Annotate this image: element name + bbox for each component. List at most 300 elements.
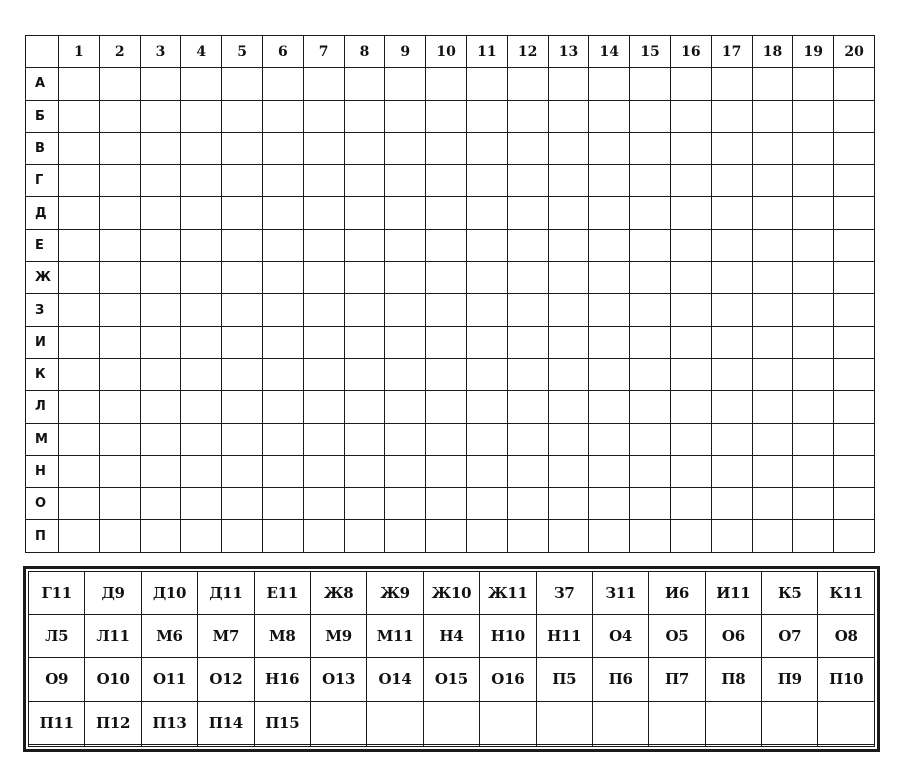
grid-cell[interactable] <box>752 197 793 229</box>
grid-cell[interactable] <box>630 455 671 487</box>
grid-cell[interactable] <box>222 197 263 229</box>
grid-cell[interactable] <box>140 132 181 164</box>
grid-cell[interactable] <box>303 294 344 326</box>
grid-cell[interactable] <box>507 520 548 552</box>
grid-cell[interactable] <box>793 488 834 520</box>
grid-cell[interactable] <box>344 68 385 100</box>
grid-cell[interactable] <box>670 423 711 455</box>
grid-cell[interactable] <box>466 488 507 520</box>
grid-cell[interactable] <box>589 520 630 552</box>
grid-cell[interactable] <box>548 197 589 229</box>
grid-cell[interactable] <box>548 68 589 100</box>
grid-cell[interactable] <box>140 423 181 455</box>
grid-cell[interactable] <box>670 391 711 423</box>
grid-cell[interactable] <box>670 326 711 358</box>
grid-cell[interactable] <box>385 455 426 487</box>
grid-cell[interactable] <box>630 294 671 326</box>
grid-cell[interactable] <box>630 68 671 100</box>
grid-cell[interactable] <box>385 520 426 552</box>
grid-cell[interactable] <box>426 423 467 455</box>
grid-cell[interactable] <box>711 197 752 229</box>
grid-cell[interactable] <box>385 100 426 132</box>
grid-cell[interactable] <box>181 488 222 520</box>
grid-cell[interactable] <box>589 68 630 100</box>
grid-cell[interactable] <box>711 262 752 294</box>
grid-cell[interactable] <box>548 100 589 132</box>
grid-cell[interactable] <box>59 68 100 100</box>
grid-cell[interactable] <box>834 262 875 294</box>
grid-cell[interactable] <box>793 520 834 552</box>
grid-cell[interactable] <box>262 488 303 520</box>
grid-cell[interactable] <box>222 68 263 100</box>
grid-cell[interactable] <box>466 262 507 294</box>
grid-cell[interactable] <box>589 132 630 164</box>
grid-cell[interactable] <box>59 100 100 132</box>
grid-cell[interactable] <box>303 68 344 100</box>
grid-cell[interactable] <box>59 229 100 261</box>
grid-cell[interactable] <box>711 68 752 100</box>
grid-cell[interactable] <box>385 358 426 390</box>
grid-cell[interactable] <box>426 100 467 132</box>
grid-cell[interactable] <box>548 165 589 197</box>
grid-cell[interactable] <box>344 229 385 261</box>
grid-cell[interactable] <box>752 262 793 294</box>
grid-cell[interactable] <box>385 294 426 326</box>
grid-cell[interactable] <box>507 294 548 326</box>
grid-cell[interactable] <box>589 391 630 423</box>
grid-cell[interactable] <box>834 455 875 487</box>
grid-cell[interactable] <box>181 294 222 326</box>
grid-cell[interactable] <box>670 520 711 552</box>
grid-cell[interactable] <box>548 262 589 294</box>
grid-cell[interactable] <box>303 132 344 164</box>
grid-cell[interactable] <box>344 132 385 164</box>
grid-cell[interactable] <box>466 520 507 552</box>
grid-cell[interactable] <box>589 262 630 294</box>
grid-cell[interactable] <box>181 262 222 294</box>
grid-cell[interactable] <box>793 358 834 390</box>
grid-cell[interactable] <box>181 423 222 455</box>
grid-cell[interactable] <box>752 326 793 358</box>
grid-cell[interactable] <box>59 326 100 358</box>
grid-cell[interactable] <box>222 520 263 552</box>
grid-cell[interactable] <box>426 520 467 552</box>
grid-cell[interactable] <box>344 100 385 132</box>
grid-cell[interactable] <box>59 520 100 552</box>
grid-cell[interactable] <box>466 391 507 423</box>
grid-cell[interactable] <box>262 229 303 261</box>
grid-cell[interactable] <box>548 455 589 487</box>
grid-cell[interactable] <box>630 229 671 261</box>
grid-cell[interactable] <box>834 100 875 132</box>
grid-cell[interactable] <box>181 165 222 197</box>
grid-cell[interactable] <box>834 132 875 164</box>
grid-cell[interactable] <box>426 391 467 423</box>
grid-cell[interactable] <box>385 391 426 423</box>
grid-cell[interactable] <box>507 423 548 455</box>
grid-cell[interactable] <box>630 100 671 132</box>
grid-cell[interactable] <box>630 262 671 294</box>
grid-cell[interactable] <box>589 326 630 358</box>
grid-cell[interactable] <box>589 488 630 520</box>
grid-cell[interactable] <box>344 520 385 552</box>
grid-cell[interactable] <box>630 358 671 390</box>
grid-cell[interactable] <box>466 423 507 455</box>
grid-cell[interactable] <box>59 197 100 229</box>
grid-cell[interactable] <box>140 165 181 197</box>
grid-cell[interactable] <box>303 229 344 261</box>
grid-cell[interactable] <box>262 68 303 100</box>
grid-cell[interactable] <box>303 455 344 487</box>
grid-cell[interactable] <box>262 391 303 423</box>
grid-cell[interactable] <box>344 262 385 294</box>
grid-cell[interactable] <box>834 165 875 197</box>
grid-cell[interactable] <box>589 358 630 390</box>
grid-cell[interactable] <box>59 423 100 455</box>
grid-cell[interactable] <box>589 165 630 197</box>
grid-cell[interactable] <box>344 455 385 487</box>
grid-cell[interactable] <box>303 488 344 520</box>
grid-cell[interactable] <box>711 488 752 520</box>
grid-cell[interactable] <box>262 197 303 229</box>
grid-cell[interactable] <box>222 488 263 520</box>
grid-cell[interactable] <box>752 294 793 326</box>
grid-cell[interactable] <box>222 294 263 326</box>
grid-cell[interactable] <box>548 294 589 326</box>
grid-cell[interactable] <box>793 423 834 455</box>
grid-cell[interactable] <box>59 358 100 390</box>
grid-cell[interactable] <box>303 358 344 390</box>
grid-cell[interactable] <box>99 358 140 390</box>
grid-cell[interactable] <box>59 455 100 487</box>
grid-cell[interactable] <box>181 197 222 229</box>
grid-cell[interactable] <box>59 488 100 520</box>
grid-cell[interactable] <box>59 294 100 326</box>
grid-cell[interactable] <box>793 455 834 487</box>
grid-cell[interactable] <box>181 229 222 261</box>
grid-cell[interactable] <box>630 520 671 552</box>
grid-cell[interactable] <box>507 165 548 197</box>
grid-cell[interactable] <box>589 229 630 261</box>
grid-cell[interactable] <box>589 100 630 132</box>
grid-cell[interactable] <box>344 358 385 390</box>
grid-cell[interactable] <box>222 455 263 487</box>
grid-cell[interactable] <box>303 326 344 358</box>
grid-cell[interactable] <box>99 100 140 132</box>
grid-cell[interactable] <box>507 197 548 229</box>
grid-cell[interactable] <box>140 68 181 100</box>
grid-cell[interactable] <box>548 520 589 552</box>
grid-cell[interactable] <box>222 132 263 164</box>
grid-cell[interactable] <box>222 423 263 455</box>
grid-cell[interactable] <box>752 165 793 197</box>
grid-cell[interactable] <box>262 358 303 390</box>
grid-cell[interactable] <box>426 294 467 326</box>
grid-cell[interactable] <box>711 423 752 455</box>
grid-cell[interactable] <box>793 391 834 423</box>
grid-cell[interactable] <box>99 68 140 100</box>
grid-cell[interactable] <box>99 294 140 326</box>
grid-cell[interactable] <box>426 165 467 197</box>
grid-cell[interactable] <box>466 197 507 229</box>
grid-cell[interactable] <box>262 294 303 326</box>
grid-cell[interactable] <box>670 455 711 487</box>
grid-cell[interactable] <box>793 294 834 326</box>
grid-cell[interactable] <box>466 68 507 100</box>
grid-cell[interactable] <box>711 455 752 487</box>
grid-cell[interactable] <box>548 391 589 423</box>
grid-cell[interactable] <box>793 229 834 261</box>
grid-cell[interactable] <box>507 455 548 487</box>
grid-cell[interactable] <box>711 294 752 326</box>
grid-cell[interactable] <box>222 391 263 423</box>
grid-cell[interactable] <box>181 520 222 552</box>
grid-cell[interactable] <box>181 391 222 423</box>
grid-cell[interactable] <box>385 165 426 197</box>
grid-cell[interactable] <box>670 488 711 520</box>
grid-cell[interactable] <box>140 358 181 390</box>
grid-cell[interactable] <box>630 488 671 520</box>
grid-cell[interactable] <box>303 100 344 132</box>
grid-cell[interactable] <box>181 455 222 487</box>
grid-cell[interactable] <box>507 68 548 100</box>
grid-cell[interactable] <box>303 165 344 197</box>
grid-cell[interactable] <box>344 294 385 326</box>
grid-cell[interactable] <box>507 229 548 261</box>
grid-cell[interactable] <box>507 262 548 294</box>
grid-cell[interactable] <box>670 197 711 229</box>
grid-cell[interactable] <box>140 326 181 358</box>
grid-cell[interactable] <box>711 229 752 261</box>
grid-cell[interactable] <box>670 294 711 326</box>
grid-cell[interactable] <box>99 391 140 423</box>
grid-cell[interactable] <box>99 197 140 229</box>
grid-cell[interactable] <box>222 326 263 358</box>
grid-cell[interactable] <box>752 488 793 520</box>
grid-cell[interactable] <box>548 229 589 261</box>
grid-cell[interactable] <box>711 326 752 358</box>
grid-cell[interactable] <box>711 132 752 164</box>
grid-cell[interactable] <box>262 520 303 552</box>
grid-cell[interactable] <box>466 358 507 390</box>
grid-cell[interactable] <box>752 391 793 423</box>
grid-cell[interactable] <box>385 229 426 261</box>
grid-cell[interactable] <box>752 100 793 132</box>
grid-cell[interactable] <box>466 229 507 261</box>
grid-cell[interactable] <box>548 488 589 520</box>
grid-cell[interactable] <box>630 423 671 455</box>
grid-cell[interactable] <box>834 520 875 552</box>
grid-cell[interactable] <box>466 132 507 164</box>
grid-cell[interactable] <box>426 455 467 487</box>
grid-cell[interactable] <box>262 100 303 132</box>
grid-cell[interactable] <box>140 197 181 229</box>
grid-cell[interactable] <box>426 229 467 261</box>
grid-cell[interactable] <box>385 262 426 294</box>
grid-cell[interactable] <box>548 132 589 164</box>
grid-cell[interactable] <box>426 326 467 358</box>
grid-cell[interactable] <box>303 262 344 294</box>
grid-cell[interactable] <box>752 358 793 390</box>
grid-cell[interactable] <box>222 165 263 197</box>
grid-cell[interactable] <box>140 229 181 261</box>
grid-cell[interactable] <box>670 229 711 261</box>
grid-cell[interactable] <box>466 455 507 487</box>
grid-cell[interactable] <box>59 262 100 294</box>
grid-cell[interactable] <box>99 165 140 197</box>
grid-cell[interactable] <box>466 294 507 326</box>
grid-cell[interactable] <box>262 423 303 455</box>
grid-cell[interactable] <box>793 68 834 100</box>
grid-cell[interactable] <box>344 423 385 455</box>
grid-cell[interactable] <box>426 488 467 520</box>
grid-cell[interactable] <box>99 262 140 294</box>
grid-cell[interactable] <box>344 197 385 229</box>
grid-cell[interactable] <box>99 455 140 487</box>
grid-cell[interactable] <box>711 520 752 552</box>
grid-cell[interactable] <box>670 165 711 197</box>
grid-cell[interactable] <box>752 132 793 164</box>
grid-cell[interactable] <box>59 132 100 164</box>
grid-cell[interactable] <box>507 132 548 164</box>
grid-cell[interactable] <box>344 326 385 358</box>
grid-cell[interactable] <box>752 68 793 100</box>
grid-cell[interactable] <box>181 68 222 100</box>
grid-cell[interactable] <box>262 326 303 358</box>
grid-cell[interactable] <box>711 391 752 423</box>
grid-cell[interactable] <box>834 197 875 229</box>
grid-cell[interactable] <box>262 455 303 487</box>
grid-cell[interactable] <box>711 165 752 197</box>
grid-cell[interactable] <box>426 358 467 390</box>
grid-cell[interactable] <box>59 391 100 423</box>
grid-cell[interactable] <box>181 326 222 358</box>
grid-cell[interactable] <box>589 423 630 455</box>
grid-cell[interactable] <box>426 68 467 100</box>
grid-cell[interactable] <box>834 68 875 100</box>
grid-cell[interactable] <box>589 197 630 229</box>
grid-cell[interactable] <box>385 132 426 164</box>
grid-cell[interactable] <box>793 262 834 294</box>
grid-cell[interactable] <box>752 455 793 487</box>
grid-cell[interactable] <box>670 358 711 390</box>
grid-cell[interactable] <box>385 197 426 229</box>
grid-cell[interactable] <box>222 100 263 132</box>
grid-cell[interactable] <box>711 358 752 390</box>
grid-cell[interactable] <box>99 229 140 261</box>
grid-cell[interactable] <box>793 326 834 358</box>
grid-cell[interactable] <box>426 262 467 294</box>
grid-cell[interactable] <box>140 100 181 132</box>
grid-cell[interactable] <box>834 229 875 261</box>
grid-cell[interactable] <box>59 165 100 197</box>
grid-cell[interactable] <box>630 326 671 358</box>
grid-cell[interactable] <box>303 423 344 455</box>
grid-cell[interactable] <box>548 423 589 455</box>
grid-cell[interactable] <box>140 520 181 552</box>
grid-cell[interactable] <box>385 68 426 100</box>
grid-cell[interactable] <box>630 391 671 423</box>
grid-cell[interactable] <box>385 326 426 358</box>
grid-cell[interactable] <box>466 100 507 132</box>
grid-cell[interactable] <box>262 262 303 294</box>
grid-cell[interactable] <box>344 488 385 520</box>
grid-cell[interactable] <box>344 165 385 197</box>
grid-cell[interactable] <box>222 358 263 390</box>
grid-cell[interactable] <box>834 391 875 423</box>
grid-cell[interactable] <box>752 423 793 455</box>
grid-cell[interactable] <box>99 423 140 455</box>
grid-cell[interactable] <box>630 197 671 229</box>
grid-cell[interactable] <box>181 132 222 164</box>
grid-cell[interactable] <box>834 326 875 358</box>
grid-cell[interactable] <box>303 391 344 423</box>
grid-cell[interactable] <box>507 358 548 390</box>
grid-cell[interactable] <box>793 197 834 229</box>
grid-cell[interactable] <box>834 423 875 455</box>
grid-cell[interactable] <box>222 229 263 261</box>
grid-cell[interactable] <box>752 520 793 552</box>
grid-cell[interactable] <box>99 132 140 164</box>
grid-cell[interactable] <box>303 520 344 552</box>
grid-cell[interactable] <box>140 488 181 520</box>
grid-cell[interactable] <box>670 68 711 100</box>
grid-cell[interactable] <box>466 165 507 197</box>
grid-cell[interactable] <box>630 165 671 197</box>
grid-cell[interactable] <box>548 358 589 390</box>
grid-cell[interactable] <box>140 455 181 487</box>
grid-cell[interactable] <box>99 488 140 520</box>
grid-cell[interactable] <box>140 391 181 423</box>
grid-cell[interactable] <box>426 197 467 229</box>
grid-cell[interactable] <box>344 391 385 423</box>
grid-cell[interactable] <box>589 294 630 326</box>
grid-cell[interactable] <box>793 100 834 132</box>
grid-cell[interactable] <box>752 229 793 261</box>
grid-cell[interactable] <box>834 488 875 520</box>
grid-cell[interactable] <box>303 197 344 229</box>
grid-cell[interactable] <box>99 520 140 552</box>
grid-cell[interactable] <box>507 326 548 358</box>
grid-cell[interactable] <box>834 358 875 390</box>
grid-cell[interactable] <box>426 132 467 164</box>
grid-cell[interactable] <box>222 262 263 294</box>
grid-cell[interactable] <box>385 488 426 520</box>
grid-cell[interactable] <box>589 455 630 487</box>
grid-cell[interactable] <box>181 100 222 132</box>
grid-cell[interactable] <box>507 100 548 132</box>
grid-cell[interactable] <box>630 132 671 164</box>
grid-cell[interactable] <box>670 262 711 294</box>
grid-cell[interactable] <box>711 100 752 132</box>
grid-cell[interactable] <box>140 294 181 326</box>
grid-cell[interactable] <box>670 100 711 132</box>
grid-cell[interactable] <box>507 391 548 423</box>
grid-cell[interactable] <box>99 326 140 358</box>
grid-cell[interactable] <box>548 326 589 358</box>
grid-cell[interactable] <box>670 132 711 164</box>
grid-cell[interactable] <box>507 488 548 520</box>
grid-cell[interactable] <box>181 358 222 390</box>
grid-cell[interactable] <box>262 165 303 197</box>
grid-cell[interactable] <box>385 423 426 455</box>
grid-cell[interactable] <box>793 165 834 197</box>
grid-cell[interactable] <box>140 262 181 294</box>
grid-cell[interactable] <box>466 326 507 358</box>
grid-cell[interactable] <box>793 132 834 164</box>
grid-cell[interactable] <box>262 132 303 164</box>
grid-cell[interactable] <box>834 294 875 326</box>
